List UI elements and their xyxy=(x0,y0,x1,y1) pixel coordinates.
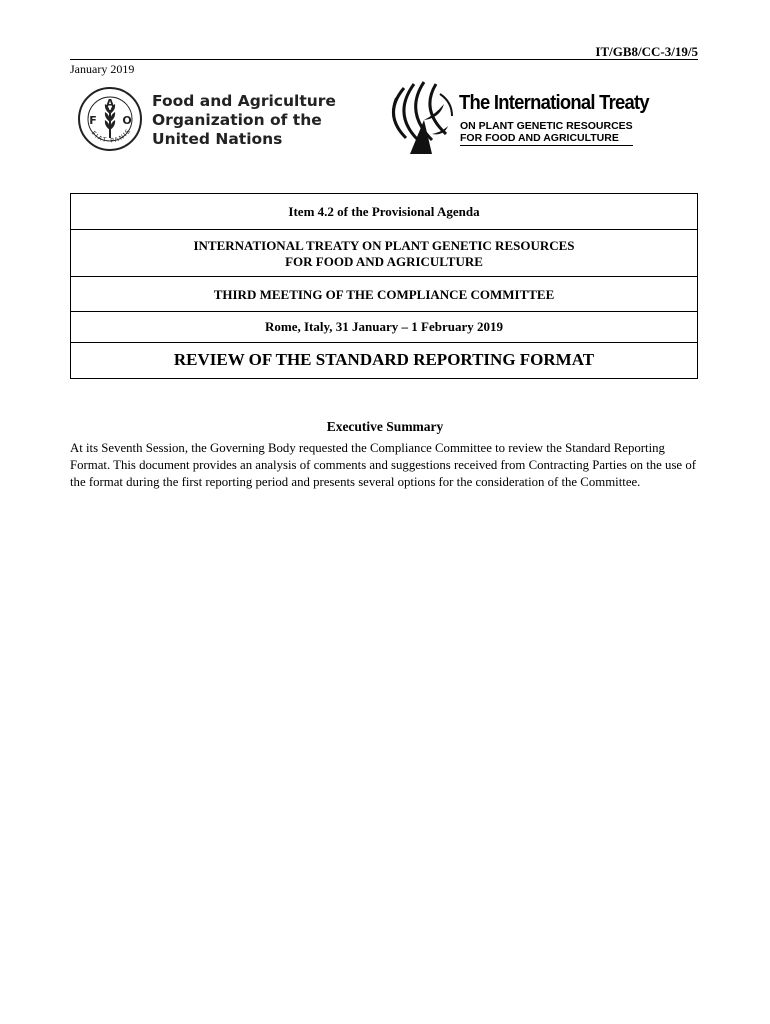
treaty-name-row xyxy=(71,229,697,276)
fao-name-line-3: United Nations xyxy=(152,130,283,148)
treaty-subtitle-line-2: FOR FOOD AND AGRICULTURE xyxy=(460,132,633,146)
fao-emblem-letter-o: O xyxy=(122,114,132,127)
treaty-name-line-2: FOR FOOD AND AGRICULTURE xyxy=(285,254,483,269)
fao-emblem-letter-a: A xyxy=(105,97,115,110)
executive-summary-body: At its Seventh Session, the Governing Body requested the Compliance Committee to review the Standard Reporting Format. This document provides an analysis of comments and suggestions received from Contracting Parties on the use of the format during the first reporting period and presents several options for the consideration of the Committee. xyxy=(70,441,696,489)
treaty-subtitle xyxy=(460,120,633,146)
fao-name-line-2: Organization of the xyxy=(152,111,322,129)
fao-name-line-1: Food and Agriculture xyxy=(152,92,336,110)
agenda-table xyxy=(70,193,698,379)
document-date: January 2019 xyxy=(70,62,135,76)
header-divider xyxy=(70,59,698,60)
fao-organization-name xyxy=(152,92,336,149)
meeting-row: THIRD MEETING OF THE COMPLIANCE COMMITTEE xyxy=(71,276,697,311)
treaty-title: The International Treaty xyxy=(459,92,649,114)
treaty-subtitle-line-1: ON PLANT GENETIC RESOURCES xyxy=(460,120,633,132)
executive-summary-heading: Executive Summary xyxy=(326,419,444,434)
fao-emblem-icon xyxy=(77,86,143,152)
fao-emblem-motto: FIAT PANIS xyxy=(89,127,133,145)
document-title-row: REVIEW OF THE STANDARD REPORTING FORMAT xyxy=(71,342,697,378)
treaty-emblem-icon xyxy=(380,80,458,156)
document-reference: IT/GB8/CC-3/19/5 xyxy=(595,44,698,59)
location-row: Rome, Italy, 31 January – 1 February 2019 xyxy=(71,311,697,342)
fao-emblem-letter-f: F xyxy=(89,114,97,127)
agenda-item-row: Item 4.2 of the Provisional Agenda xyxy=(288,204,480,219)
treaty-name-line-1: INTERNATIONAL TREATY ON PLANT GENETIC RESOURCES xyxy=(193,238,575,253)
